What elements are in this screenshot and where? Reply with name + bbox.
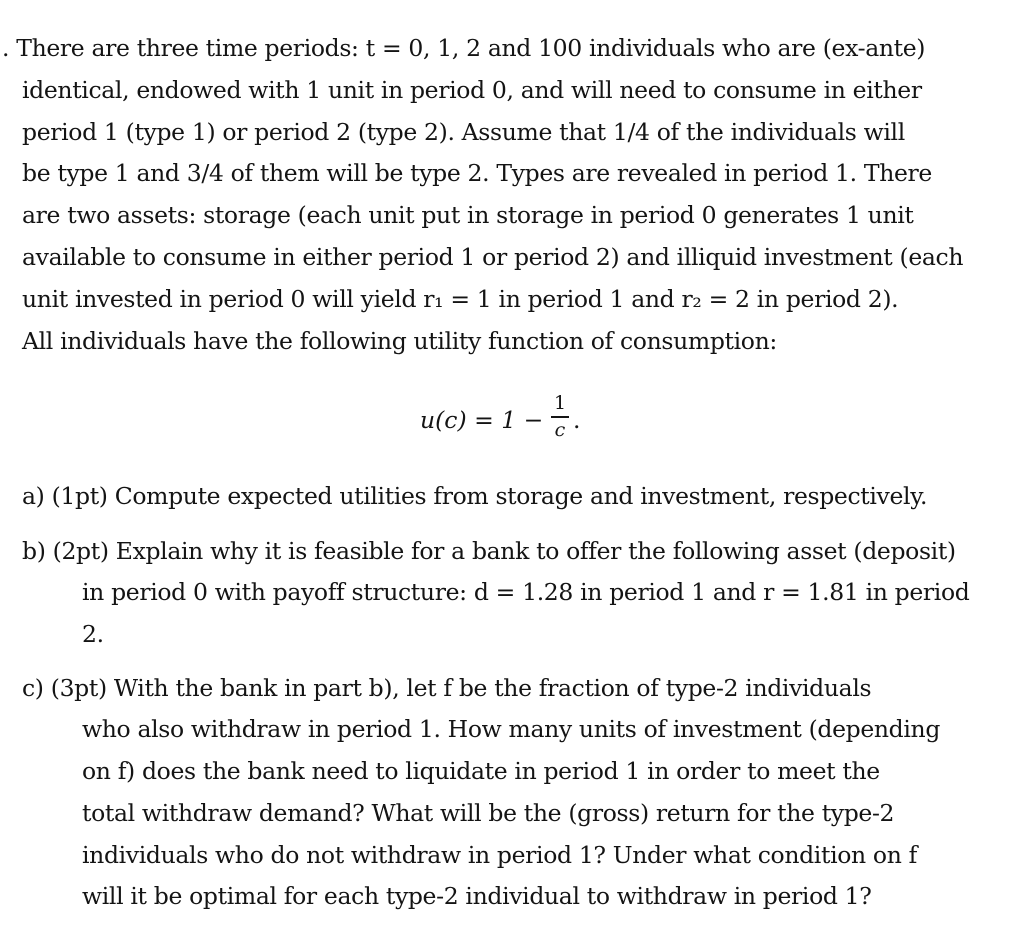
intro-line-4: be type 1 and 3/4 of them will be type 2. Types are revealed in period 1. There	[22, 159, 932, 187]
formula-numerator: 1	[553, 392, 567, 414]
part-b-line-2: in period 0 with payoff structure: d = 1.28 in period 1 and r = 1.81 in period	[82, 578, 970, 606]
formula-fraction	[550, 392, 570, 440]
part-b-line-3: 2.	[82, 620, 104, 648]
part-b-line-1: b) (2pt) Explain why it is feasible for a bank to offer the following asset (deposit)	[22, 537, 956, 565]
intro-line-3: period 1 (type 1) or period 2 (type 2). Assume that 1/4 of the individuals will	[22, 118, 905, 146]
part-c-line-1: c) (3pt) With the bank in part b), let f be the fraction of type-2 individuals	[22, 674, 872, 702]
part-c-line-2: who also withdraw in period 1. How many units of investment (depending	[82, 715, 941, 743]
intro-line-5: are two assets: storage (each unit put in storage in period 0 generates 1 unit	[22, 201, 914, 229]
intro-line-2: identical, endowed with 1 unit in period 0, and will need to consume in either	[22, 76, 922, 104]
fraction-bar	[551, 416, 569, 418]
part-c-line-4: total withdraw demand? What will be the (gross) return for the type-2	[82, 799, 895, 827]
intro-line-8: All individuals have the following utility function of consumption:	[22, 327, 777, 355]
part-a-line-1: a) (1pt) Compute expected utilities from storage and investment, respectively.	[22, 482, 928, 510]
formula-trailing-period: .	[573, 406, 581, 434]
intro-line-6: available to consume in either period 1 or period 2) and illiquid investment (each	[22, 243, 964, 271]
intro-line-7: unit invested in period 0 will yield r₁ = 1 in period 1 and r₂ = 2 in period 2).	[22, 285, 899, 313]
part-c-line-3: on f) does the bank need to liquidate in period 1 in order to meet the	[82, 757, 880, 785]
part-c-line-5: individuals who do not withdraw in period 1? Under what condition on f	[82, 841, 917, 869]
formula-denominator: c	[554, 418, 566, 441]
intro-line-1: . There are three time periods: t = 0, 1, 2 and 100 individuals who are (ex-ante)	[2, 34, 926, 62]
formula-lhs: u(c) = 1 −	[420, 406, 544, 434]
part-c-line-6: will it be optimal for each type-2 individual to withdraw in period 1?	[82, 882, 872, 910]
